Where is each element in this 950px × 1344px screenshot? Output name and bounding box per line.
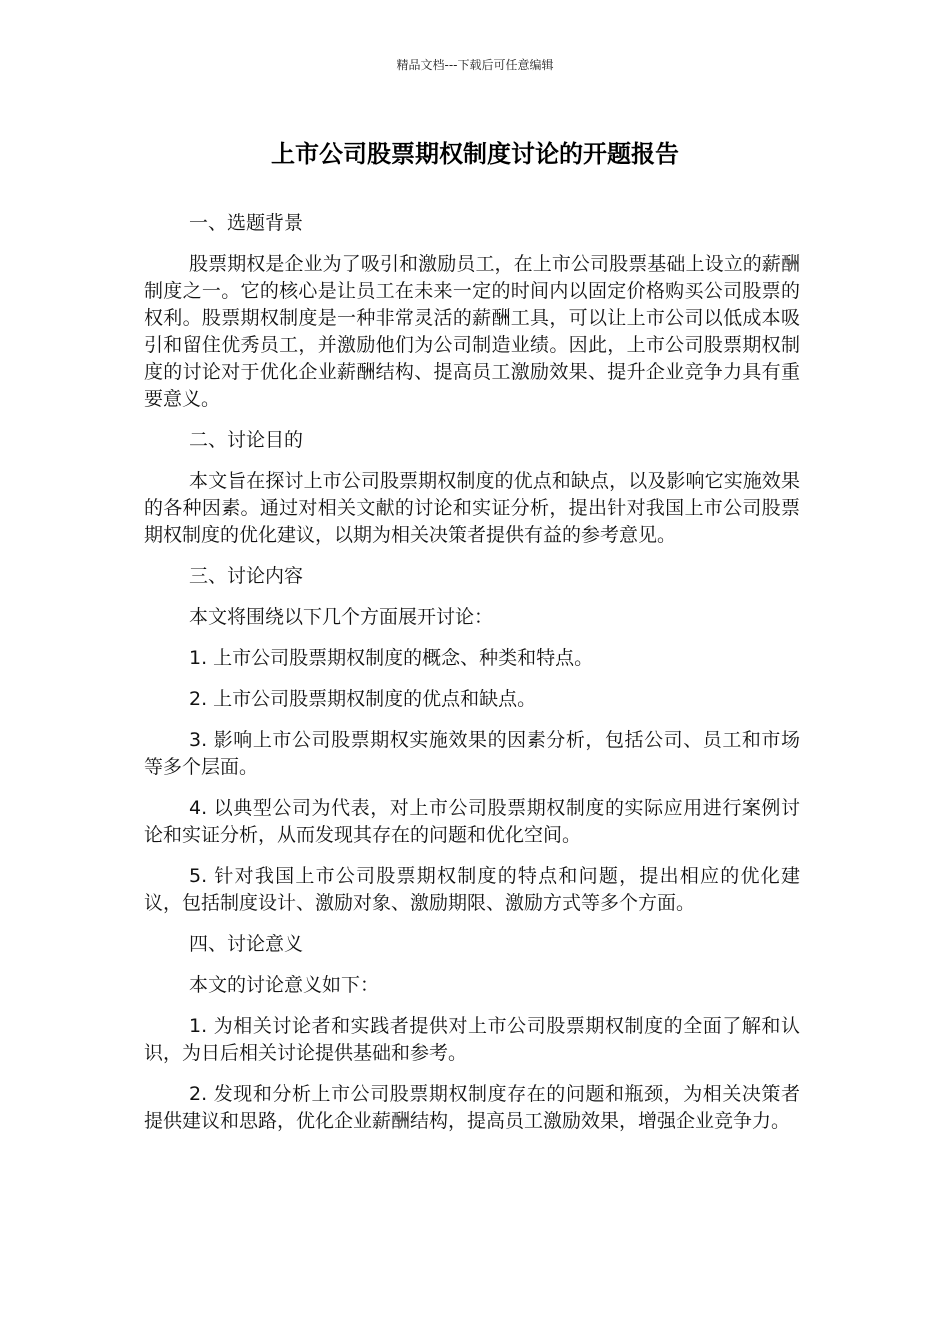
list-item: 1. 上市公司股票期权制度的概念、种类和特点。 (189, 647, 594, 669)
body-paragraph: 本文将围绕以下几个方面展开讨论： (189, 606, 494, 628)
list-item: 3. 影响上市公司股票期权实施效果的因素分析，包括公司、员工和市场等多个层面。 (144, 729, 800, 778)
page-header: 精品文档---下载后可任意编辑 (396, 58, 554, 72)
body-paragraph: 本文旨在探讨上市公司股票期权制度的优点和缺点，以及影响它实施效果的各种因素。通过对相关文献的讨论和实证分析，提出针对我国上市公司股票期权制度的优化建议，以期为相关决策者提供有益的参考意见。 (144, 470, 800, 546)
section-heading: 四、讨论意义 (189, 933, 304, 955)
section-heading: 三、讨论内容 (189, 565, 304, 587)
list-item: 1. 为相关讨论者和实践者提供对上市公司股票期权制度的全面了解和认识，为日后相关讨论提供基础和参考。 (144, 1015, 800, 1064)
list-item: 4. 以典型公司为代表，对上市公司股票期权制度的实际应用进行案例讨论和实证分析，从而发现其存在的问题和优化空间。 (144, 797, 800, 846)
list-item: 2. 发现和分析上市公司股票期权制度存在的问题和瓶颈，为相关决策者提供建议和思路，优化企业薪酬结构，提高员工激励效果，增强企业竞争力。 (144, 1083, 800, 1132)
list-item: 2. 上市公司股票期权制度的优点和缺点。 (189, 688, 537, 710)
section-heading: 一、选题背景 (189, 212, 304, 234)
list-item: 5. 针对我国上市公司股票期权制度的特点和问题，提出相应的优化建议，包括制度设计、激励对象、激励期限、激励方式等多个方面。 (144, 865, 800, 914)
section-heading: 二、讨论目的 (189, 429, 304, 451)
document-body (144, 210, 800, 1149)
body-paragraph: 本文的讨论意义如下： (189, 974, 380, 996)
document-title: 上市公司股票期权制度讨论的开题报告 (271, 140, 679, 168)
body-paragraph: 股票期权是企业为了吸引和激励员工，在上市公司股票基础上设立的薪酬制度之一。它的核心是让员工在未来一定的时间内以固定价格购买公司股票的权利。股票期权制度是一种非常灵活的薪酬工具，可以让上市公司以低成本吸引和留住优秀员工，并激励他们为公司制造业绩。因此，上市公司股票期权制度的讨论对于优化企业薪酬结构、提高员工激励效果、提升企业竞争力具有重要意义。 (144, 253, 800, 410)
